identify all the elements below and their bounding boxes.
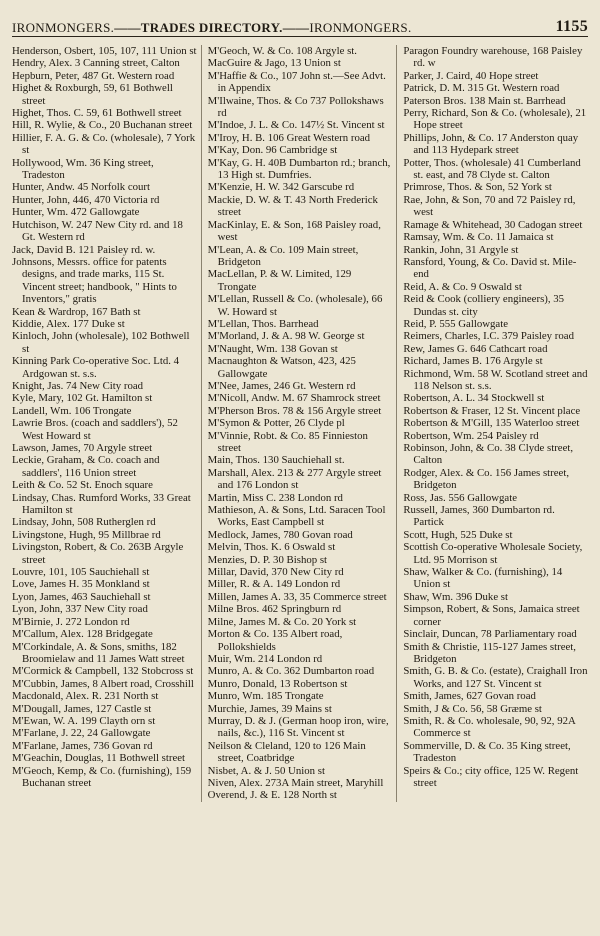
directory-entry: M'Symon & Potter, 26 Clyde pl: [207, 417, 345, 430]
directory-entry: Knight, Jas. 74 New City road: [12, 379, 144, 392]
directory-entry: Ramage & Whitehead, 30 Cadogan street: [403, 218, 583, 231]
directory-entry: Nisbet, A. & J. 50 Union st: [207, 764, 325, 777]
directory-entry: Hill, R. Wylie, & Co., 20 Buchanan street: [12, 119, 193, 132]
directory-entry: Munro, A. & Co. 362 Dumbarton road: [207, 665, 375, 678]
directory-entry: M'Indoe, J. L. & Co. 147½ St. Vincent st: [207, 119, 385, 132]
directory-entry: M'Lean, A. & Co. 109 Main street, Bridgeton: [207, 243, 359, 268]
directory-entry: Hutchison, W. 247 New City rd. and 18 Gt. Western rd: [12, 218, 183, 244]
directory-entry: Macdonald, Alex. R. 231 North st: [12, 690, 159, 703]
directory-entry: M'Geachin, Douglas, 11 Bothwell street: [12, 752, 186, 765]
directory-entry: Muir, Wm. 214 London rd: [207, 652, 323, 665]
directory-entry: Sommerville, D. & Co. 35 King street, Tradeston: [403, 739, 571, 765]
directory-entry: M'Kay, G. H. 40B Dumbarton rd.; branch, 13 High st. Dumfries.: [207, 156, 391, 182]
directory-entry: Murray, D. & J. (German hoop iron, wire, nails, &c.), 116 St. Vincent st: [207, 714, 389, 740]
directory-entry: M'Ilwaine, Thos. & Co 737 Pollokshaws rd: [207, 94, 384, 120]
directory-entry: Martin, Miss C. 238 London rd: [207, 491, 343, 504]
directory-entry: M'Geoch, W. & Co. 108 Argyle st.: [207, 45, 357, 57]
directory-entry: Primrose, Thos. & Son, 52 York st: [403, 181, 552, 194]
directory-entry: Livingstone, Hugh, 95 Millbrae rd: [12, 528, 161, 541]
directory-entry: Robertson, A. L. 34 Stockwell st: [403, 392, 545, 405]
directory-entry: Niven, Alex. 273A Main street, Maryhill: [207, 776, 384, 789]
directory-entry: M'Birnie, J. 272 London rd: [12, 615, 130, 628]
directory-entry: Speirs & Co.; city office, 125 W. Regent street: [403, 764, 579, 789]
directory-entry: Lindsay, Chas. Rumford Works, 33 Great Hamilton st: [12, 491, 191, 517]
directory-entry: Reid & Cook (colliery engineers), 35 Dundas st. city: [403, 293, 565, 318]
directory-entry: Rew, James G. 646 Cathcart road: [403, 342, 548, 355]
directory-entry: Leith & Co. 52 St. Enoch square: [12, 479, 153, 492]
directory-entry: Shaw, Wm. 396 Duke st: [403, 590, 509, 603]
directory-entry: Morton & Co. 135 Albert road, Pollokshields: [207, 628, 343, 653]
directory-entry: Richard, James B. 176 Argyle st: [403, 355, 543, 368]
directory-entry: M'Nicoll, Andw. M. 67 Shamrock street: [207, 392, 381, 405]
directory-entry: Landell, Wm. 106 Trongate: [12, 404, 132, 417]
directory-entry: M'Lellan, Thos. Barrhead: [207, 317, 319, 330]
directory-entry: Louvre, 101, 105 Sauchiehall st: [12, 566, 150, 579]
directory-entry: Smith, G. B. & Co. (estate), Craighall Iron Works, and 127 St. Vincent st: [403, 665, 588, 690]
directory-entry: Main, Thos. 130 Sauchiehall st.: [207, 454, 345, 467]
directory-entry: Lawrie Bros. (coach and saddlers'), 52 West Howard st: [12, 417, 178, 442]
directory-entry: M'Farlane, J. 22, 24 Gallowgate: [12, 727, 151, 740]
directory-entry: M'Kay, Don. 96 Cambridge st: [207, 144, 338, 157]
directory-entry: Robinson, John, & Co. 38 Clyde street, Calton: [403, 442, 574, 467]
directory-entry: Reimers, Charles, I.C. 379 Paisley road: [403, 330, 574, 343]
directory-entry: Patrick, D. M. 315 Gt. Western road: [403, 82, 560, 95]
directory-entry: Marshall, Alex. 213 & 277 Argyle street and 176 London st: [207, 466, 382, 492]
directory-entry: M'Vinnie, Robt. & Co. 85 Finnieston street: [207, 429, 368, 454]
directory-entry: Smith & Christie, 115-127 James street, Bridgeton: [403, 640, 576, 665]
directory-entry: Milne Bros. 462 Springburn rd: [207, 603, 342, 616]
header-left-label: IRONMONGERS.: [12, 20, 115, 35]
directory-columns: [12, 45, 588, 802]
directory-entry: Kinning Park Co-operative Soc. Ltd. 4 Ardgowan st. s.s.: [12, 355, 180, 380]
directory-entry: Rankin, John, 31 Argyle st: [403, 243, 519, 256]
directory-entry: Munro, Wm. 185 Trongate: [207, 690, 324, 703]
directory-entry: Sinclair, Duncan, 78 Parliamentary road: [403, 628, 577, 641]
directory-entry: Robertson & M'Gill, 135 Waterloo street: [403, 417, 580, 430]
directory-entry: Scott, Hugh, 525 Duke st: [403, 528, 513, 541]
directory-entry: Henderson, Osbert, 105, 107, 111 Union st: [12, 45, 197, 57]
directory-entry: Ramsay, Wm. & Co. 11 Jamaica st: [403, 231, 554, 244]
directory-entry: Medlock, James, 780 Govan road: [207, 528, 353, 541]
directory-entry: Simpson, Robert, & Sons, Jamaica street corner: [403, 603, 580, 628]
directory-entry: Parker, J. Caird, 40 Hope street: [403, 69, 539, 82]
directory-entry: M'Farlane, James, 736 Govan rd: [12, 739, 153, 752]
directory-entry: M'Pherson Bros. 78 & 156 Argyle street: [207, 404, 382, 417]
directory-entry: Jack, David B. 121 Paisley rd. w.: [12, 243, 156, 256]
directory-entry: Kean & Wardrop, 167 Bath st: [12, 305, 141, 318]
directory-entry: Highet, Thos. C. 59, 61 Bothwell street: [12, 107, 182, 120]
directory-entry: Munro, Donald, 13 Robertson st: [207, 677, 348, 690]
directory-entry: M'Dougall, James, 127 Castle st: [12, 702, 152, 715]
directory-entry: Kinloch, John (wholesale), 102 Bothwell st: [12, 330, 190, 355]
directory-entry: Rae, John, & Son, 70 and 72 Paisley rd, west: [403, 193, 576, 219]
directory-entry: M'Iroy, H. B. 106 Great Western road: [207, 131, 371, 144]
header-center: [12, 20, 412, 36]
directory-entry: Menzies, D. P. 30 Bishop st: [207, 553, 328, 566]
directory-entry: Lyon, James, 463 Sauchiehall st: [12, 590, 151, 603]
directory-entry: Smith, R. & Co. wholesale, 90, 92, 92A Commerce st: [403, 714, 576, 740]
directory-entry: Ross, Jas. 556 Gallowgate: [403, 491, 518, 504]
directory-entry: MacKinlay, E. & Son, 168 Paisley road, west: [207, 218, 381, 244]
directory-entry: Kyle, Mary, 102 Gt. Hamilton st: [12, 392, 153, 405]
directory-entry: Reid, P. 555 Gallowgate: [403, 317, 509, 330]
page-number: 1155: [555, 18, 588, 35]
directory-entry: Mathieson, A. & Sons, Ltd. Saracen Tool Works, East Campbell st: [207, 504, 386, 529]
directory-entry: Hendry, Alex. 3 Canning street, Calton: [12, 57, 180, 70]
directory-entry: M'Geoch, Kemp, & Co. (furnishing), 159 Buchanan street: [12, 764, 192, 789]
directory-entry: Miller, R. & A. 149 London rd: [207, 578, 341, 591]
directory-entry: MacLellan, P. & W. Limited, 129 Trongate: [207, 268, 352, 293]
directory-entry: MacGuire & Jago, 13 Union st: [207, 57, 341, 70]
directory-entry: Scottish Co-operative Wholesale Society, Ltd. 95 Morrison st: [403, 541, 583, 566]
directory-entry: Shaw, Walker & Co. (furnishing), 14 Union st: [403, 566, 563, 591]
directory-entry: Leckie, Graham, & Co. coach and saddlers', 116 Union street: [12, 454, 160, 479]
header-title: ——TRADES DIRECTORY.——: [114, 20, 310, 35]
directory-entry: M'Cormick & Campbell, 132 Stobcross st: [12, 665, 194, 678]
directory-entry: Livingston, Robert, & Co. 263B Argyle street: [12, 541, 184, 566]
directory-entry: Hollywood, Wm. 36 King street, Tradeston: [12, 156, 154, 182]
directory-entry: Rodger, Alex. & Co. 156 James street, Bridgeton: [403, 466, 570, 492]
directory-entry: Potter, Thos. (wholesale) 41 Cumberland st. east, and 78 Clyde st. Calton: [403, 156, 581, 182]
directory-entry: M'Callum, Alex. 128 Bridgegate: [12, 628, 153, 641]
directory-entry: M'Ewan, W. A. 199 Clayth orn st: [12, 714, 156, 727]
directory-entry: Richmond, Wm. 58 W. Scotland street and 118 Nelson st. s.s.: [403, 367, 588, 392]
directory-entry: Robertson, Wm. 254 Paisley rd: [403, 429, 539, 442]
directory-entry: Hunter, Andw. 45 Norfolk court: [12, 181, 151, 194]
directory-entry: Overend, J. & E. 128 North st: [207, 789, 337, 802]
directory-entry: Millen, James A. 33, 35 Commerce street: [207, 590, 387, 603]
directory-entry: M'Lellan, Russell & Co. (wholesale), 66 W. Howard st: [207, 293, 383, 318]
directory-entry: M'Morland, J. & A. 98 W. George st: [207, 330, 365, 343]
header-right-label: IRONMONGERS.: [309, 20, 412, 35]
directory-entry: Hillier, F. A. G. & Co. (wholesale), 7 York st: [12, 131, 196, 157]
directory-entry: M'Nee, James, 246 Gt. Western rd: [207, 379, 356, 392]
directory-entry: Macnaughton & Watson, 423, 425 Gallowgate: [207, 355, 356, 380]
directory-entry: Mackie, D. W. & T. 43 North Frederick street: [207, 193, 378, 219]
column-1: [12, 45, 202, 802]
directory-entry: Hepburn, Peter, 487 Gt. Western road: [12, 69, 175, 82]
directory-entry: Smith, James, 627 Govan road: [403, 690, 536, 703]
directory-entry: Kiddie, Alex. 177 Duke st: [12, 317, 125, 330]
directory-entry: Neilson & Cleland, 120 to 126 Main street, Coatbridge: [207, 739, 366, 765]
directory-entry: Ransford, Young, & Co. David st. Mile-end: [403, 255, 577, 281]
directory-entry: Melvin, Thos. K. 6 Oswald st: [207, 541, 336, 554]
directory-entry: Murchie, James, 39 Mains st: [207, 702, 332, 715]
directory-entry: Phillips, John, & Co. 17 Anderston quay and 113 Hydepark street: [403, 131, 579, 157]
directory-entry: Millar, David, 370 New City rd: [207, 566, 344, 579]
directory-entry: Robertson & Fraser, 12 St. Vincent place: [403, 404, 581, 417]
running-header: [12, 10, 588, 37]
directory-entry: M'Kenzie, H. W. 342 Garscube rd: [207, 181, 355, 194]
directory-entry: Love, James H. 35 Monkland st: [12, 578, 150, 591]
directory-entry: Russell, James, 360 Dumbarton rd. Partick: [403, 504, 555, 529]
directory-entry: M'Haffie & Co., 107 John st.—See Advt. in Appendix: [207, 69, 386, 95]
directory-entry: Milne, James M. & Co. 20 York st: [207, 615, 357, 628]
directory-entry: Johnsons, Messrs. office for patents designs, and trade marks, 115 St. Vincent street; handbook, " Hints to Inventors," gratis: [12, 255, 177, 306]
directory-entry: M'Naught, Wm. 138 Govan st: [207, 342, 338, 355]
column-2: [208, 45, 398, 802]
column-3: [403, 45, 588, 802]
directory-entry: Lawson, James, 70 Argyle street: [12, 442, 153, 454]
directory-entry: Hunter, Wm. 472 Gallowgate: [12, 206, 140, 219]
directory-entry: Smith, J & Co. 56, 58 Græme st: [403, 702, 542, 715]
directory-entry: Perry, Richard, Son & Co. (wholesale), 21 Hope street: [403, 107, 587, 132]
directory-entry: M'Cubbin, James, 8 Albert road, Crosshill: [12, 677, 194, 690]
directory-entry: Paragon Foundry warehouse, 168 Paisley rd. w: [403, 45, 583, 70]
directory-entry: Lyon, John, 337 New City road: [12, 603, 148, 616]
directory-entry: Hunter, John, 446, 470 Victoria rd: [12, 193, 160, 206]
directory-entry: M'Corkindale, A. & Sons, smiths, 182 Broomielaw and 11 James Watt street: [12, 640, 185, 665]
directory-entry: Highet & Roxburgh, 59, 61 Bothwell street: [12, 82, 173, 107]
directory-entry: Paterson Bros. 138 Main st. Barrhead: [403, 94, 566, 107]
directory-entry: Reid, A. & Co. 9 Oswald st: [403, 280, 522, 293]
directory-entry: Lindsay, John, 508 Rutherglen rd: [12, 516, 156, 529]
